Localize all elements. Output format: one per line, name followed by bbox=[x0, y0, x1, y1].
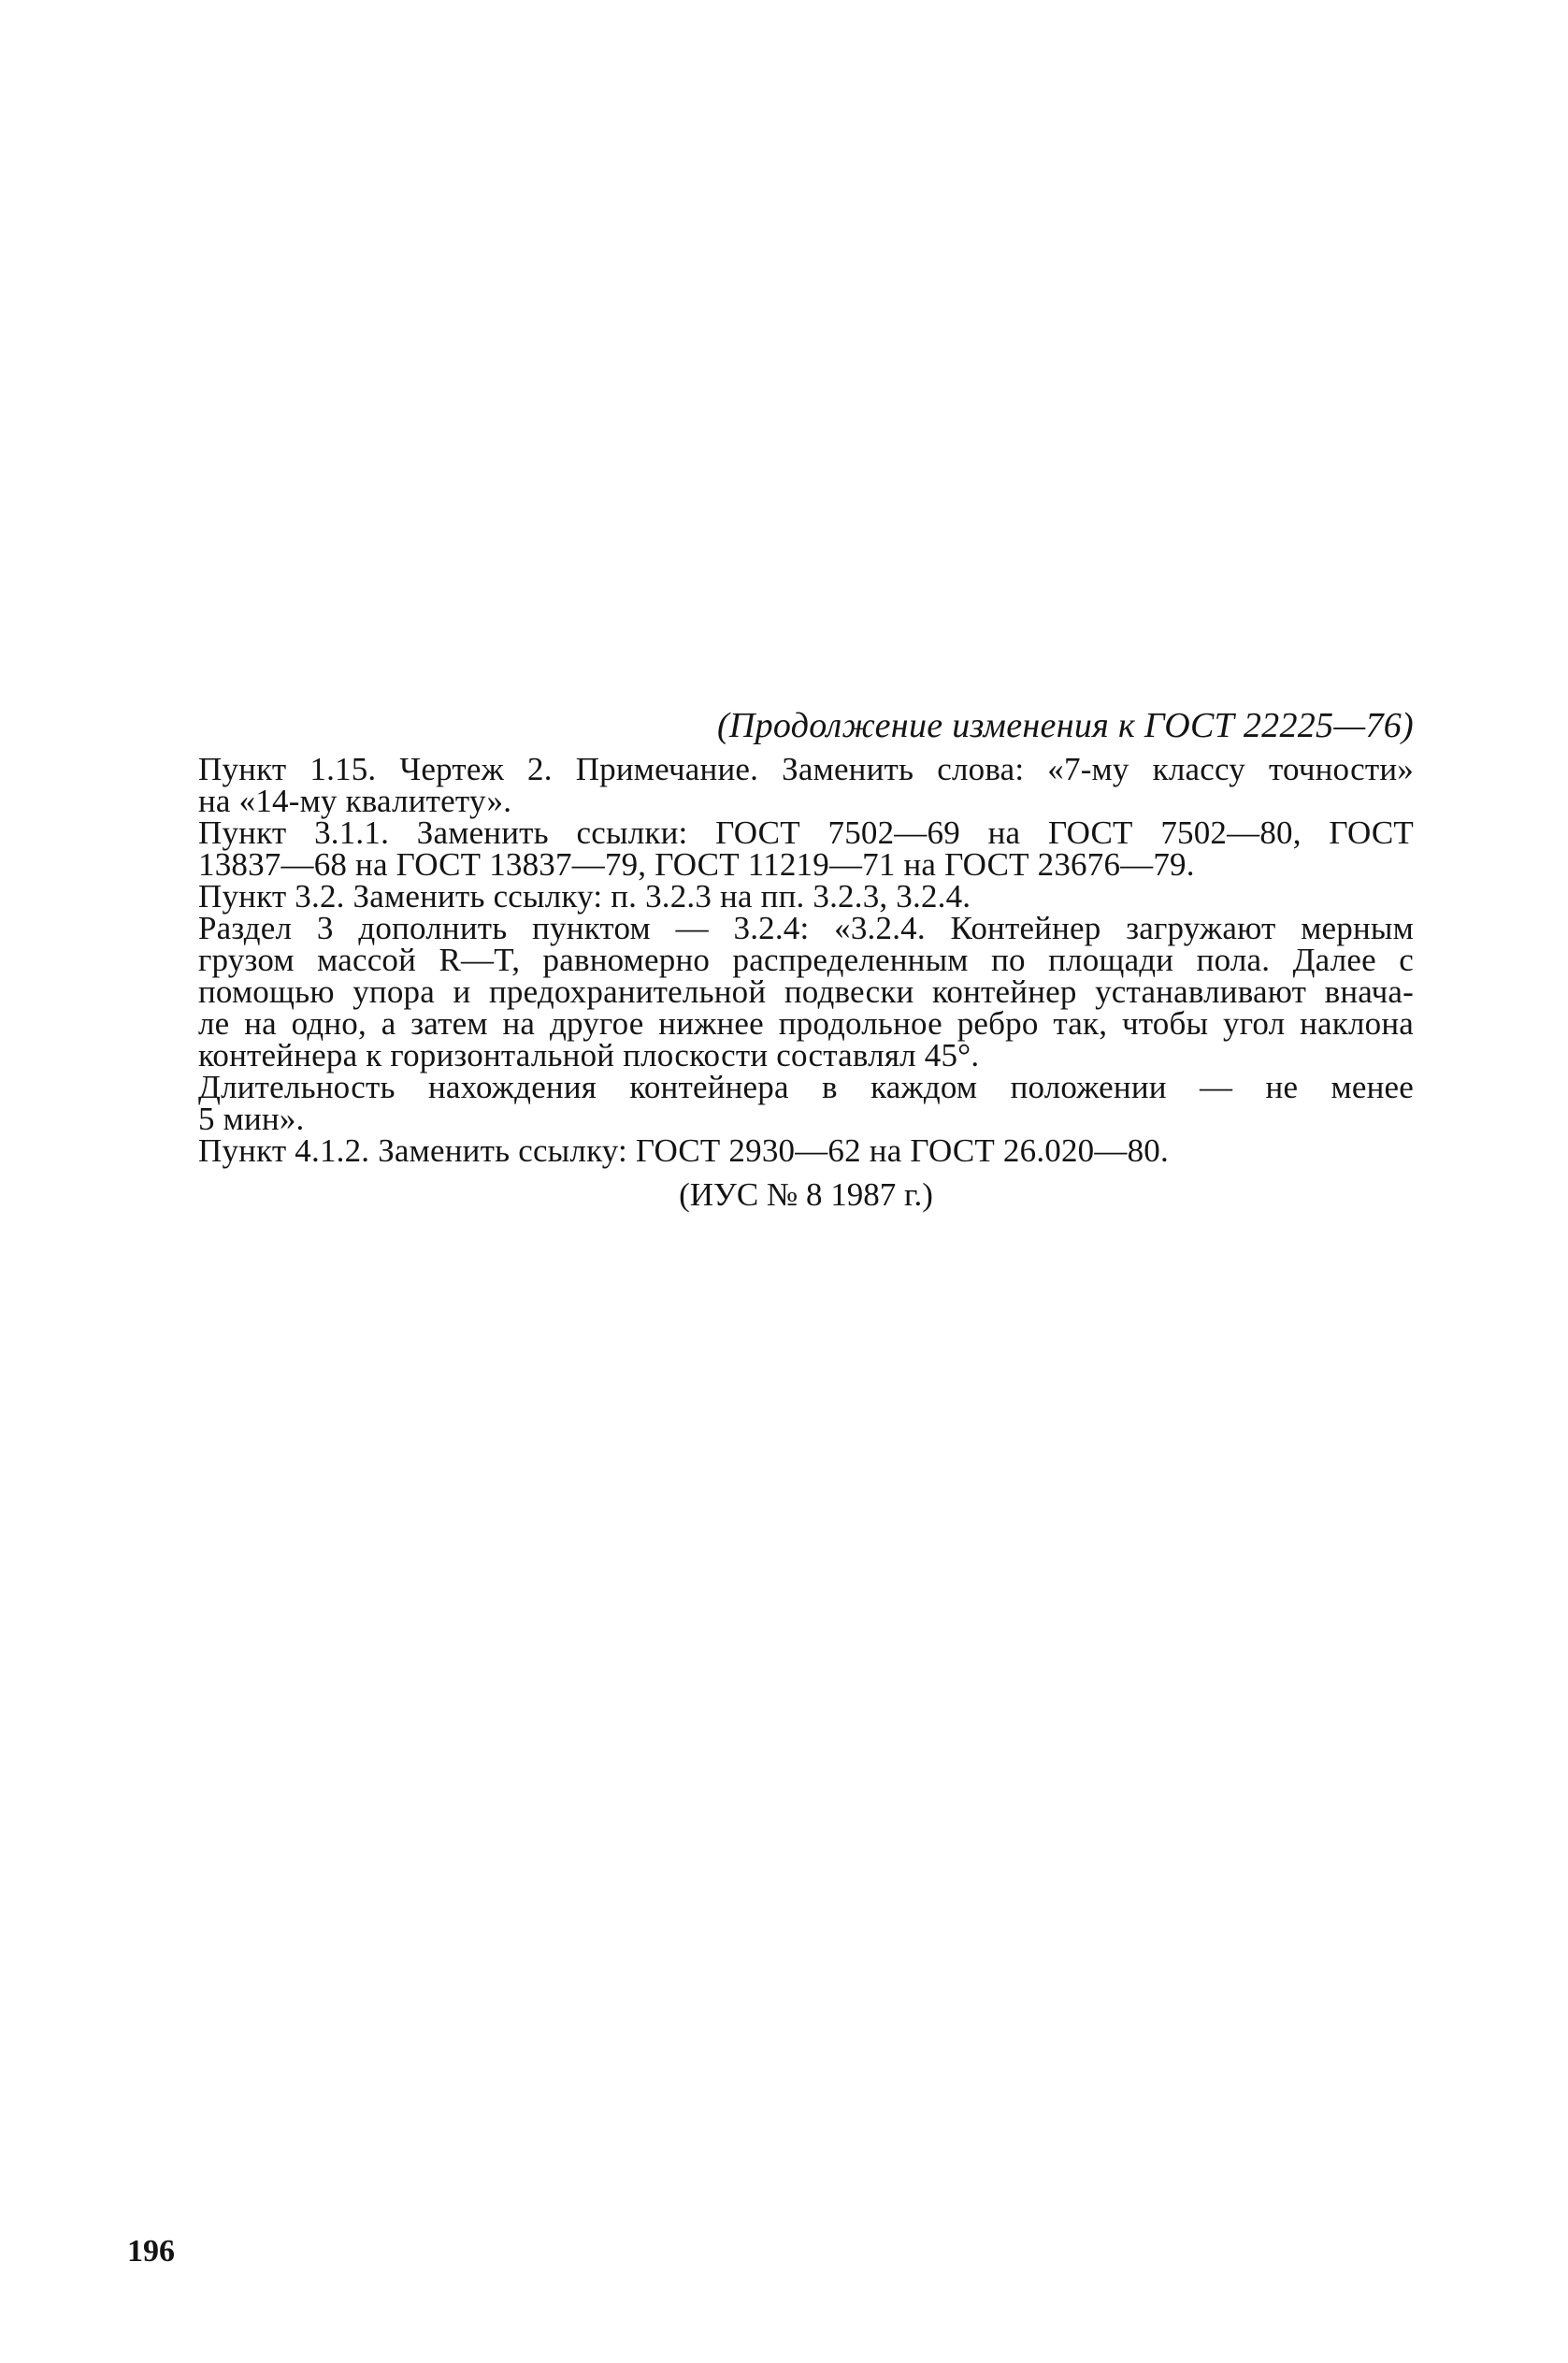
amendment-heading: (Продолжение изменения к ГОСТ 22225—76) bbox=[716, 706, 1414, 745]
paragraph-line: Длительность нахождения контейнера в каждом положении — не менее bbox=[198, 1069, 1414, 1105]
paragraph-line: ле на одно, а затем на другое нижнее продольное ребро так, чтобы угол наклона bbox=[198, 1005, 1414, 1042]
paragraph-line: помощью упора и предохранительной подвески контейнер устанавливают внача- bbox=[198, 973, 1414, 1010]
paragraph-p5 bbox=[198, 1069, 1414, 1137]
paragraph-p4 bbox=[198, 910, 1414, 1073]
paragraph-p2 bbox=[198, 814, 1414, 883]
paragraph-line: грузом массой R—T, равномерно распределенным по площади пола. Далее с bbox=[198, 942, 1414, 978]
paragraph-line: Пункт 3.2. Заменить ссылку: п. 3.2.3 на пп. 3.2.3, 3.2.4. bbox=[198, 878, 971, 915]
paragraph-line: 5 мин». bbox=[198, 1101, 305, 1137]
paragraph-line: Пункт 4.1.2. Заменить ссылку: ГОСТ 2930—62 на ГОСТ 26.020—80. bbox=[198, 1132, 1169, 1169]
paragraph-line: Пункт 3.1.1. Заменить ссылки: ГОСТ 7502—69 на ГОСТ 7502—80, ГОСТ bbox=[198, 814, 1414, 851]
paragraph-p6 bbox=[198, 1132, 1414, 1169]
page-number: 196 bbox=[127, 2234, 175, 2269]
paragraph-line: 13837—68 на ГОСТ 13837—79, ГОСТ 11219—71 на ГОСТ 23676—79. bbox=[198, 846, 1195, 883]
amendment-text-block bbox=[198, 703, 1414, 1216]
paragraph-line: на «14-му квалитету». bbox=[198, 783, 512, 819]
paragraph-line: Пункт 1.15. Чертеж 2. Примечание. Заменить слова: «7-му классу точности» bbox=[198, 751, 1414, 787]
source-reference: (ИУС № 8 1987 г.) bbox=[679, 1176, 933, 1213]
paragraph-p3 bbox=[198, 878, 1414, 915]
paragraph-line: контейнера к горизонтальной плоскости составлял 45°. bbox=[198, 1037, 980, 1073]
paragraph-p1 bbox=[198, 751, 1414, 819]
paragraph-line: Раздел 3 дополнить пунктом — 3.2.4: «3.2.4. Контейнер загружают мерным bbox=[198, 910, 1414, 946]
